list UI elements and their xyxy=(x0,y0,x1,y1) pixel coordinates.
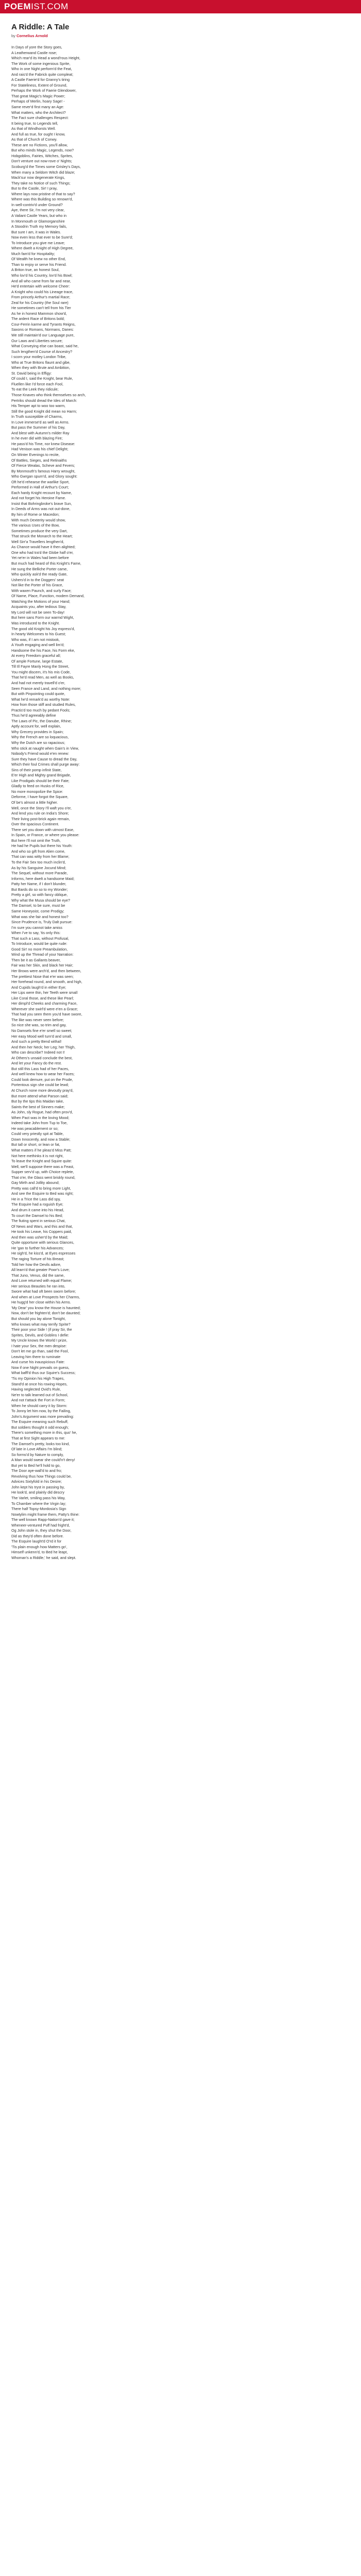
poem-line: When I've to say, 'tis only this: xyxy=(11,930,61,936)
poem-line: Supper serv'd up, with Choice replete, xyxy=(11,1170,74,1175)
poem-line: At Others's unsaid conclude the best, xyxy=(11,1055,73,1060)
poem-line: Performed in Hall of Arthur's Court; xyxy=(11,485,69,490)
poem-line: Since Prudence is, Truly Dalt pursue: xyxy=(11,920,73,925)
poem-line: Over the spacious Continent. xyxy=(11,822,59,827)
poem-line: He'd entertain with welcome Cheer: xyxy=(11,284,70,289)
poem-container xyxy=(11,23,350,1561)
poem-line: Saxons or Romans, Normans, Danes: xyxy=(11,327,74,332)
poem-line: Zeal for his Country (the Soul rare) xyxy=(11,300,69,305)
poem-line: When they with Brute and Ambition, xyxy=(11,365,70,370)
poem-line: Og John stole in, they shut the Door, xyxy=(11,1528,72,1533)
poem-line: To the Fair Sex too much inclin'd, xyxy=(11,860,66,865)
poem-line: As by his Sanguine Jocund Mind; xyxy=(11,865,67,870)
poem-line: That had you seen them you'd have swore, xyxy=(11,1012,83,1017)
poem-line: But sure I am, it was in Wales. xyxy=(11,229,61,234)
poem-line: And full as true, for ought I know, xyxy=(11,131,65,137)
poem-line: The various Uses of the Bow, xyxy=(11,523,60,528)
poem-line: Who knows what may terrify Sprite? xyxy=(11,1321,71,1327)
poem-line: And then her Neck; her Leg; her Thigh, xyxy=(11,1044,76,1049)
poem-line: Till Ill Fayre Manly Hong the Street, xyxy=(11,664,69,669)
poem-line: And lend you rule on India's Shore; xyxy=(11,811,69,816)
poem-line: A Leatherwand Castle rose; xyxy=(11,50,57,55)
poem-line: To Jonny let him now, by the Failing, xyxy=(11,1409,71,1414)
poem-line: A Valiant Castle Years, but who in xyxy=(11,213,67,218)
poem-line: Of Wealth he knew no other End, xyxy=(11,257,66,262)
poem-line: A Man would swear she could'n't deny! xyxy=(11,1458,75,1463)
poem-line: And had not merely travell'd o'er, xyxy=(11,680,65,685)
poem-line: That Juno, Venus, did the same, xyxy=(11,1273,65,1278)
poem-body xyxy=(11,45,350,1561)
poem-line: Insist that Bohringbroke's brave Sun, xyxy=(11,501,72,506)
poem-line: But here I'll not omit the Truth, xyxy=(11,838,61,843)
poem-line: The good old Knight his Joy express'd, xyxy=(11,626,75,631)
poem-line: The like was never seen before; xyxy=(11,1017,64,1022)
poem-line: As he in honest Mammon show'd, xyxy=(11,311,67,316)
poem-line: My Lord will not be seen To-day! xyxy=(11,609,64,615)
poem-line: And well knew how to wear her Faces; xyxy=(11,1072,75,1077)
poem-line: One who had tra'd the Globe half o'er, xyxy=(11,550,74,555)
poem-line: Could very priestly spit at Table, xyxy=(11,1131,64,1137)
poem-line: Ushers'd in to the Doggers' seat xyxy=(11,577,64,582)
poem-line: Well Sirr'a Travellers lengthen'd, xyxy=(11,539,64,544)
poem-line: When many a Seldom Witch did blaze; xyxy=(11,170,75,175)
poem-line: Good Sir! no more Preambulation, xyxy=(11,946,68,952)
poem-line: The fiuting spent in serious Chat, xyxy=(11,1218,66,1224)
poem-line: What he'd remark'd as worthy Note: xyxy=(11,697,70,702)
poem-line: To eat the Leek they ridicule; xyxy=(11,387,59,392)
poem-line: No more monopolize the Spice: xyxy=(11,789,63,794)
poem-line: Perhaps the Work of Faerie Glendower, xyxy=(11,88,77,93)
poem-line: Ne'er to talk learned out of School, xyxy=(11,1392,69,1397)
poem-line: Well, we'll suppose there was a Feast, xyxy=(11,1164,74,1169)
poem-line: Sometimes produce the very Dart, xyxy=(11,528,68,533)
poem-line: Don't venture out now-rove o' Nights; xyxy=(11,159,72,164)
poem-line: Her serious Beauties he ran into, xyxy=(11,1283,65,1289)
poem-line: Who in one Night perform'd the Feat, xyxy=(11,66,72,72)
poem-line: Each hardy Knight recount by Name, xyxy=(11,490,72,495)
poem-line: Still the good Knight did mean no Harm; xyxy=(11,409,77,414)
poem-line: To Introduce, would be quite rude: xyxy=(11,941,68,946)
poem-line: The Esquire had a roguish Eye; xyxy=(11,1202,63,1207)
poem-line: No Damsels fine e'er smell so sweet; xyxy=(11,1028,72,1033)
poem-line: A Briton true, an honest Soul, xyxy=(11,267,60,273)
poem-line: Much fam'd for Hospitality; xyxy=(11,251,55,256)
poem-line: You might discern, it's his mis Code, xyxy=(11,669,71,674)
poem-line: He had he Pupils but there his Youth: xyxy=(11,843,73,849)
poem-line: Having neglected Ovid's Rule, xyxy=(11,1387,61,1392)
poem-line: Of Fierce Wealas, Scheve and Fevers; xyxy=(11,463,75,468)
poem-line: What Conveying else can boast, said he, xyxy=(11,344,79,349)
poem-line: By Monmouth's famous Harry wrought, xyxy=(11,468,76,473)
poem-line: The raging Torture of his Breast; xyxy=(11,1256,64,1261)
poem-line: And rais'd the Fabrick quite compleat; xyxy=(11,72,74,77)
poem-line: They take no Notice of such Things; xyxy=(11,180,71,185)
poem-line: But pass the Summer of his Day, xyxy=(11,425,65,430)
poem-line: Stand'd at once his rowing Hopes, xyxy=(11,1381,68,1386)
poem-line: In well-contriv'd under Ground? xyxy=(11,202,63,207)
poem-line: Wheneer-ventured Puff had fright'd, xyxy=(11,1522,70,1528)
poem-line: To court the Damsel to his Bed; xyxy=(11,1213,63,1218)
poem-line: Which rear'd its Head a wond'rous Height, xyxy=(11,56,80,61)
poem-line: Of could I, said the Knight, bear Rule, xyxy=(11,376,73,381)
poem-line: From princely Arthur's martial Race; xyxy=(11,295,71,300)
poem-line: Where lays now pristine of that to say? xyxy=(11,191,75,196)
poem-line: He 'gan to further his Advances; xyxy=(11,1245,64,1250)
poem-line: The Damsel's pretty, looks too kind, xyxy=(11,1441,70,1446)
poem-byline xyxy=(11,33,350,39)
poem-line: Pertriks should dread the Ides of March: xyxy=(11,398,77,403)
poem-line: Seen France and Land, and nothing more; xyxy=(11,686,81,691)
poem-line: He in a Trice the Lass did spy, xyxy=(11,1196,61,1201)
poem-line: Why what the Musa should be eye? xyxy=(11,897,70,903)
poem-line: So forms'd by Nature to comply, xyxy=(11,1452,64,1457)
poem-line: Patty her Name, if I don't blunder, xyxy=(11,882,67,887)
poem-line: Who at True Britons flaunt and gibe, xyxy=(11,360,71,365)
poem-line: Aye, there Sir, I'm not very clear, xyxy=(11,208,65,213)
poem-line: That he'd read Men, as well as Books, xyxy=(11,675,74,680)
site-logo[interactable] xyxy=(4,2,69,12)
poem-line: Those Knaves who think themselves so arch, xyxy=(11,393,86,397)
poem-line: He sometimes can't tell from his Tier xyxy=(11,306,71,311)
poem-line: Indeed take John from Tup to Toe, xyxy=(11,1121,68,1126)
poem-line: How from those stiff and studied Rules, xyxy=(11,702,76,707)
poem-line: What matters if he pleas'd Miss Patt; xyxy=(11,1148,72,1153)
poem-line: Mack'sur now degenerate Kings, xyxy=(11,175,65,180)
poem-line: And not t'attack the Fort in Form; xyxy=(11,1398,65,1403)
poem-line: Oft he'd rehearse the warlike Sport, xyxy=(11,479,70,484)
poem-line: Their poor your Side ! (if pray Sir, the xyxy=(11,1327,72,1332)
poem-line: The Work of some ingenious Sprite, xyxy=(11,61,71,66)
poem-line: Told her how the Devils adore, xyxy=(11,1262,61,1267)
poem-line: These are no Fictions, you'll allow, xyxy=(11,142,68,147)
poem-line: As that of Windhorsts Well. xyxy=(11,126,56,131)
poem-line: The well known Rapp-Nation'd gave it; xyxy=(11,1517,75,1522)
poem-line: The Fact sure challenges Respect: xyxy=(11,115,69,121)
poem-line: That at first Sight appears to me: xyxy=(11,1436,65,1440)
poem-line: He look'd, and plainly did descry xyxy=(11,1490,64,1495)
poem-line: The Damsel, to be sure, must be xyxy=(11,903,65,908)
poem-line: Gladly to feed on Husks of Rice, xyxy=(11,784,64,789)
poem-line: Where was this Building so renown'd, xyxy=(11,197,73,202)
poem-line: When he should carry it by Storm: xyxy=(11,1403,68,1408)
poem-line: In Love immerse'd as well as Arms. xyxy=(11,419,70,425)
poem-line: Now if one Night prevails on guess, xyxy=(11,1365,70,1370)
poem-line: Hobgoblins, Fairies, Witches, Sprites, xyxy=(11,153,73,158)
poem-line: Her easy Mood well turn'd and small, xyxy=(11,1033,72,1039)
poem-line: Wherever she swirl'd were e'en a Grace; xyxy=(11,1006,78,1011)
poem-line: Deforme, I have forgot the Square, xyxy=(11,794,69,800)
poem-line: But still this Lass had of her Paces, xyxy=(11,1066,69,1071)
poem-line: To Introduce you give me Leave; xyxy=(11,240,65,245)
poem-line: Our Laws and Liberties secure; xyxy=(11,338,63,343)
poem-line: At every Freedom graceful all; xyxy=(11,653,61,658)
poem-line: But should you lay alone Tonight, xyxy=(11,1316,66,1321)
poem-line: With waxen Paunch, and surly Face; xyxy=(11,588,72,593)
poem-line: As Chance would have it then alighted; xyxy=(11,545,76,550)
poem-line: But to the Castle, Sir! I pray, xyxy=(11,186,58,191)
poem-line: A Youth engaging and well lim'd; xyxy=(11,642,64,648)
poem-line: But Bards do so so to my Wonder; xyxy=(11,887,68,892)
poem-line: But yet to Bed he'll hold to go, xyxy=(11,1463,61,1468)
poem-line: On Winter Evenings to recite, xyxy=(11,452,60,457)
poem-line: Portentous sign she could be lewd; xyxy=(11,1082,69,1088)
poem-line: Pretty was call'd to bring more Light, xyxy=(11,1185,71,1191)
poem-line: Don't let me go than, said the Fool, xyxy=(11,1349,69,1354)
poem-line: In Monmouth or Glamorganshire xyxy=(11,218,65,224)
poem-line: For Stateliness, Extent of Ground, xyxy=(11,82,68,88)
poem-line: There half Topsy-Mordosia's Sign xyxy=(11,1506,67,1512)
poem-line: Well, once the Story I'll waft you o'er, xyxy=(11,805,72,810)
poem-line: Nobody's Friend would e'en renew: xyxy=(11,751,69,756)
poem-line: That can was witty from her Blame; xyxy=(11,854,70,859)
poem-line: But with Pinpointing could quote, xyxy=(11,691,65,697)
poem-line: And then was usher'd by the Maid; xyxy=(11,1234,69,1240)
poem-line: To leave the Knight and Squire quite: xyxy=(11,1159,72,1164)
poem-line: Her dimpl'd Cheeks and charming Face, xyxy=(11,1001,78,1006)
poem-line: 'Tis my Opinion his High Trapes, xyxy=(11,1376,64,1381)
poem-line: Than to enjoy or serve his Friend. xyxy=(11,262,67,267)
poem-line: Why the Dutch are so rapacious; xyxy=(11,740,65,745)
poem-line: Could look demure, put on the Prude, xyxy=(11,1077,73,1082)
poem-line: Why Grecery provides in Spain; xyxy=(11,729,64,734)
poem-line: Handsome the his Face, his Form eke, xyxy=(11,648,75,653)
poem-line: And curse his inauspicious Fate: xyxy=(11,1360,65,1365)
poem-line: What was she fair and honest too? xyxy=(11,914,69,919)
poem-line: And let your Fancy do the rest. xyxy=(11,1061,62,1066)
poem-line: By him of Rome or Macedon; xyxy=(11,512,60,517)
poem-line: And who so gift from Alien come, xyxy=(11,849,65,854)
poem-line: Her forehead round, and smooth, and high, xyxy=(11,979,83,985)
poem-line: Of ample Fortune, large Estate, xyxy=(11,658,63,664)
poem-line: He hugg'd her close within his Arms. xyxy=(11,1300,71,1305)
poem-line: Same Honeyoist, come Prodigy; xyxy=(11,908,64,913)
poem-line: Like Coral those, and these like Pearl; xyxy=(11,995,74,1001)
poem-line: We still maintain'd our Language pure, xyxy=(11,332,75,337)
poem-line: Acquaints you, after tedious Stay, xyxy=(11,604,67,609)
poem-line: Who stick at naught when Gain's in View, xyxy=(11,745,79,751)
poem-line: Not here methinks it is not right, xyxy=(11,1153,64,1158)
poem-line: Sins of their pomp infinit State, xyxy=(11,767,62,772)
poem-line: And drum it came into his Head, xyxy=(11,1208,64,1213)
poem-line: I hate your Sex, the men despise: xyxy=(11,1343,67,1348)
poem-line: Wind up the Thread of your Narration: xyxy=(11,952,74,957)
poem-line: But more attend what Parson said; xyxy=(11,1093,69,1098)
poem-line: Advices Sixtyfold in his Desire; xyxy=(11,1479,62,1484)
poem-line: Scoburg'd the Times some Grisley's Days, xyxy=(11,164,81,170)
poem-line: But much had heard of this Knight's Fame, xyxy=(11,561,81,566)
poem-line: Himself unkenn'd, to Bed he leapt, xyxy=(11,1550,68,1555)
by-label: by xyxy=(11,33,15,38)
poem-line: The Laws of Pic, the Danube, Rhine; xyxy=(11,718,72,723)
poem-line: Like Prodigals should be their Fate; xyxy=(11,778,70,783)
poem-line: Of Battles, Sieges, and Retinaiths xyxy=(11,457,67,463)
poem-line: Sprites, Devils, and Goblins I defie: xyxy=(11,1332,69,1337)
poem-line: And blest with Autumn's milder Ray xyxy=(11,430,70,435)
poem-line: And Love returned with equal Flame; xyxy=(11,1278,72,1283)
poem-line: His Temper apt to woo too warm, xyxy=(11,403,65,409)
poem-line: Of Name, Place, Function, modern Demand, xyxy=(11,594,85,599)
poem-line: The Esquire laught'd O'rd it for xyxy=(11,1539,62,1544)
logo-main: POEM xyxy=(4,2,31,11)
poem-line: The Varlet, smiling pass his Way, xyxy=(11,1496,65,1501)
poem-line: The Esquire meaning such Rebuff, xyxy=(11,1419,69,1425)
poem-line: Their living post-brick again remain, xyxy=(11,816,70,821)
poem-line: John kept his tryst in passing by, xyxy=(11,1484,65,1489)
poem-line: I scorn your motley London Tribe, xyxy=(11,354,67,360)
poem-line: Leaving him there to ruminate xyxy=(11,1354,61,1359)
poem-line: Saints the best of Sinners make; xyxy=(11,1104,65,1109)
poem-line: 'Tis plain enough how Matters go', xyxy=(11,1544,68,1549)
poem-line: Cour-Ferrin karme and Tyrants Reigns, xyxy=(11,321,76,327)
poem-line: He pass'd his Time, nor knew Disease: xyxy=(11,441,75,446)
poem-line: Then be it as Gallants beaver, xyxy=(11,957,61,962)
poem-line: There set you down with utmost Ease, xyxy=(11,827,74,832)
poem-line: Aptly account for, well explain, xyxy=(11,724,61,729)
poem-line: Now even less that ever to be Sure'd; xyxy=(11,235,73,240)
poem-line: He sung the Belliche Porter came, xyxy=(11,566,68,571)
poem-line: Her Brows were arch'd, and then between, xyxy=(11,968,81,973)
poem-line: And Cupids laugh'd in either Eye; xyxy=(11,985,67,990)
poem-line: Who quickly ask'd the ready Gate, xyxy=(11,572,68,577)
poem-line: And all who came from far and near, xyxy=(11,278,71,283)
poem-line: Gay Mirth and Jollity abound; xyxy=(11,1180,60,1185)
poem-line: Who was, if I am not mistook, xyxy=(11,637,60,642)
poem-line: As John, sly Rogue, had often prov'd, xyxy=(11,1110,73,1115)
poem-line: Watching the Motions of your Hand; xyxy=(11,599,70,604)
poem-line: And see the Esquire to Bed was right; xyxy=(11,1191,74,1196)
poem-line: But here sans Form our warmd Wight, xyxy=(11,615,74,620)
poem-line: He took his Leave, his Coppers paid, xyxy=(11,1229,72,1234)
poem-line: In Truth susceptible of Charms, xyxy=(11,414,63,419)
poem-line: It being true, to Legends tell, xyxy=(11,121,58,126)
poem-line: Now, don't be frighten'd; don't be daunted; xyxy=(11,1311,80,1316)
poem-line: In Deeds of Arms was not out-done, xyxy=(11,506,71,512)
poem-line: The Sequel, without more Parade, xyxy=(11,871,68,876)
poem-line: At Church none more devoutly pray'd, xyxy=(11,1088,74,1093)
poem-line: Of late in Love Affairs I'm blind; xyxy=(11,1447,62,1452)
poem-line: Nowtylim might frame them, Patty's thine: xyxy=(11,1512,79,1517)
poem-line: Same rever'd first many an Age: xyxy=(11,105,64,110)
poem-line: As that of Church of Conwy. xyxy=(11,137,57,142)
poem-line: My Uncle knows the World I prize, xyxy=(11,1338,68,1343)
poem-line: But tall or short, or lean or fat, xyxy=(11,1142,60,1147)
poem-line: E'er High and Mighty grand Brigade, xyxy=(11,773,71,778)
poem-line: The Door aye-wall'd to and fro; xyxy=(11,1468,62,1473)
poem-line: So nice she was, so trim and gay, xyxy=(11,1023,67,1028)
poem-line: That struck the Monarch to the Heart; xyxy=(11,534,73,539)
poem-line: Who lov'd his Country, lov'd his Bowl; xyxy=(11,273,73,278)
poem-line: All learn'd that greater Powr's Love; xyxy=(11,1267,70,1273)
poem-title: A Riddle: A Tale xyxy=(11,23,70,31)
poem-line: But who minds Magic, Legends, now? xyxy=(11,148,74,153)
poem-line: Did as they'd often done before. xyxy=(11,1533,64,1538)
poem-line: But soldiers thought it odd enough; xyxy=(11,1425,69,1430)
poem-line: Thus he'd agreeably define xyxy=(11,713,56,718)
poem-line: Sure they have Cause to dread the Day, xyxy=(11,756,77,761)
poem-line: 'My Dear' you know the House is haunted; xyxy=(11,1305,81,1310)
poem-line: A Stoodrin Truth my Memory fails, xyxy=(11,224,67,229)
poem-line: And such a pretty Bend withal! xyxy=(11,1039,62,1044)
poem-line: But by the tips this Maidan take, xyxy=(11,1099,64,1104)
poem-line: There's something more in this, quo' he, xyxy=(11,1430,77,1435)
poem-line: Yet ne'er in Wales had been before xyxy=(11,555,69,561)
poem-line: What baffl'd thus our Squire's Success; xyxy=(11,1370,76,1376)
poem-line: In Days of yore the Story goes, xyxy=(11,45,62,49)
poem-line: Fair was her Skin, and black her Hair; xyxy=(11,963,73,968)
poem-line: Down Innocently, and now a Stable; xyxy=(11,1137,71,1142)
poem-line: Informs, here dwelt a handsome Maid; xyxy=(11,876,75,881)
poem-line: The ardent Race of Britons bold; xyxy=(11,316,65,321)
poem-line: In Spain, or France, or where you please: xyxy=(11,833,79,838)
poem-line: A Knight who could his Lineage trace, xyxy=(11,289,73,294)
poem-line: Who Gwrgan spurn'd, and Glory sought: xyxy=(11,474,78,479)
poem-line: That o'er, the Glass went briskly round, xyxy=(11,1175,76,1180)
poem-line: John's Argument was more prevailing: xyxy=(11,1414,74,1419)
poem-line: Revolving thus how Things could be, xyxy=(11,1473,72,1479)
poem-line: With much Dexterity would show, xyxy=(11,517,66,522)
poem-line: The prettiest Nose that e'er was seen; xyxy=(11,974,74,979)
poem-line: Perhaps of Merlin, hoary Sage! - xyxy=(11,99,65,104)
poem-line: In he ever did with blazing Fire; xyxy=(11,436,63,441)
poem-line: And when at Love Prospects her Charms, xyxy=(11,1294,80,1299)
site-header xyxy=(0,0,361,13)
poem-line: I'm sure you cannot take amiss xyxy=(11,925,62,930)
poem-line: Of be's almost a little higher. xyxy=(11,800,58,805)
poem-line: And not forget his Heroine Fame. xyxy=(11,496,66,501)
logo-rest: IST.COM xyxy=(31,2,69,11)
author-link[interactable]: Cornelius Arnold xyxy=(17,33,48,38)
poem-line: Whoman's a Riddle,' he said, and slept. xyxy=(11,1555,76,1561)
poem-line: Fluellen like I'd force each Fool, xyxy=(11,381,63,386)
poem-line: Had Venison was his chief Delight; xyxy=(11,447,69,452)
poem-line: Such lengthen'd Course of Ancestry? xyxy=(11,349,73,354)
poem-line: Practis'd too much by pedant Fools; xyxy=(11,707,71,713)
poem-line: What matters, who the Architect? xyxy=(11,110,66,115)
poem-line: He was peacablement or so; xyxy=(11,1126,59,1131)
poem-line: Was introduced to the Knight. xyxy=(11,620,60,625)
poem-line: That such a Lass, without Profusal, xyxy=(11,936,69,941)
poem-line: He sigh'd, he kiss'd, at Eyes espresses xyxy=(11,1251,76,1256)
poem-line: When Pact was in the loving Mood; xyxy=(11,1115,70,1120)
poem-line: That great Magic's Magic Power; xyxy=(11,93,65,98)
poem-line: A Castle Faerie'd for Granny's tiring xyxy=(11,77,70,82)
poem-line: To Chamber where the Virgin lay; xyxy=(11,1501,67,1506)
poem-line: St. David being in Effigy: xyxy=(11,370,52,376)
poem-line: Which their foul Crimes shall purge away: xyxy=(11,762,80,767)
poem-line: Swore what had oft been sworn before; xyxy=(11,1289,76,1294)
poem-line: Pretty a girl, so with fancy oblique, xyxy=(11,892,68,897)
poem-line: In hearty Welcomes to his Guest; xyxy=(11,632,66,637)
poem-line: Quite opportune with serious Glances, xyxy=(11,1240,74,1245)
poem-line: Who can describe? Indeed not I! xyxy=(11,1050,65,1055)
poem-line: Where dwelt a Knight of High Degree, xyxy=(11,246,74,251)
poem-line: Not like the Porter of his Grace, xyxy=(11,583,63,588)
poem-line: Of News and Wars, and this and that, xyxy=(11,1224,73,1229)
poem-line: Why the French are so loquacious, xyxy=(11,735,69,740)
poem-line: Her Lips were thin, her Teeth were small xyxy=(11,990,78,995)
